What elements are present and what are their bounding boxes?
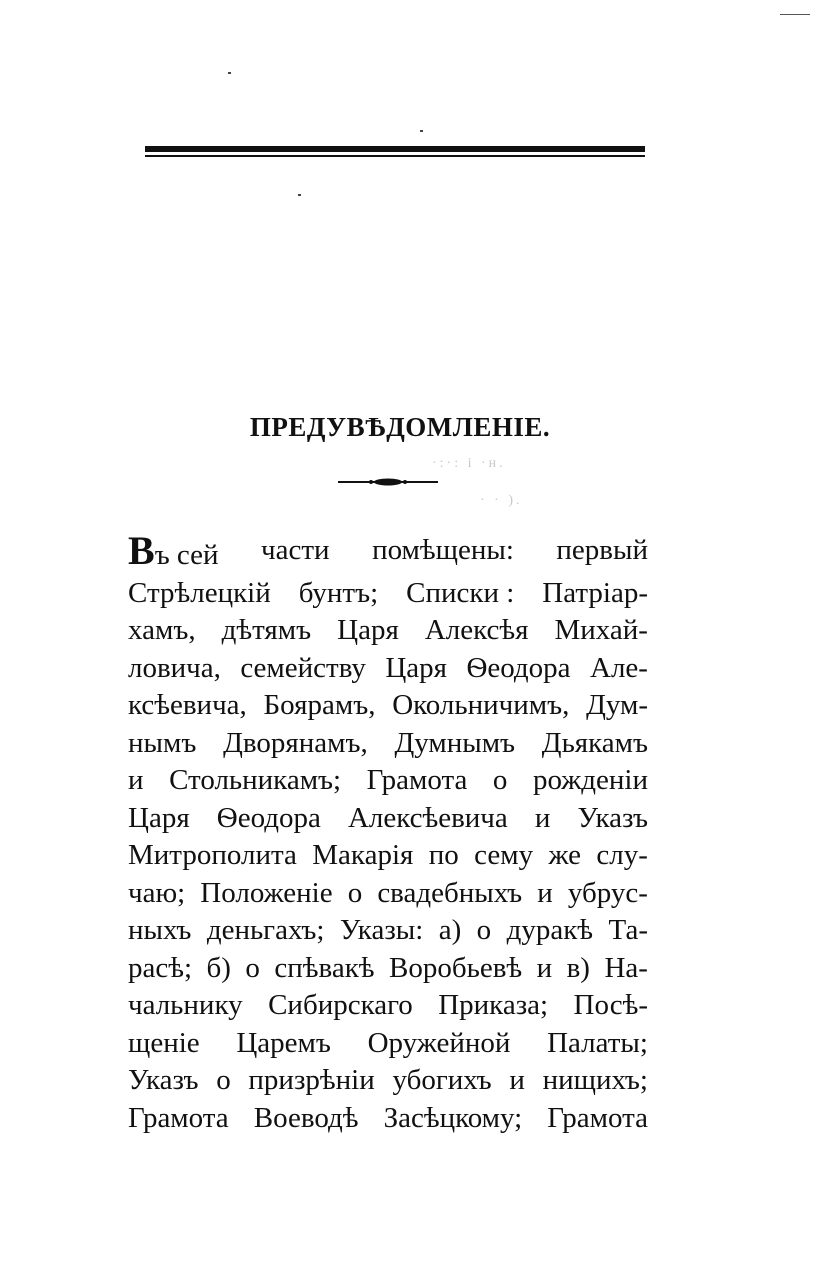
text-line [128,687,648,725]
word: о [476,914,492,946]
word: Царя [337,614,399,646]
word: дѣтямъ [221,614,312,646]
word: и [534,801,551,834]
header-rule-thin [145,155,645,157]
word: расѣ; [128,951,193,984]
text-line [128,725,648,763]
text-line [128,528,648,575]
preface-paragraph [128,528,648,1137]
speck [298,194,301,196]
text-line [128,650,648,688]
word: Оружейной [367,1026,511,1059]
text-line [128,912,648,950]
word: нымъ [128,726,197,759]
word: Списки : [406,576,515,609]
word: о [347,876,363,909]
word: Положеніе [200,876,333,909]
text-line [128,612,648,650]
word: Ѳеодора [466,651,571,684]
word: Боярамъ, [263,689,376,721]
word: Михай- [554,614,648,646]
word: б) [206,951,231,984]
word: бунтъ; [298,576,379,609]
word: Царя [385,651,448,684]
word: ксѣевича, [128,689,247,721]
word: Грамота [547,1101,648,1134]
word: о [216,1064,231,1096]
word: Митрополита [128,839,297,871]
text-line [128,575,648,613]
ornament-divider [338,478,438,486]
word: и [536,951,553,984]
word: слу- [596,839,648,871]
word: призрѣніи [248,1064,375,1096]
text-line [128,1062,648,1100]
word: Думнымъ [394,726,516,759]
text-line [128,1025,648,1063]
word: убогихъ [392,1064,492,1096]
corner-scan-mark [780,14,810,15]
word: Приказа; [438,989,549,1021]
word: Але- [590,651,648,684]
word: и [128,764,144,796]
speck [228,72,231,74]
word: Въ сей [128,528,219,573]
word: а) [438,914,462,946]
word: Указы: [339,914,424,946]
word: щеніе [128,1026,200,1059]
word: чаю; [128,876,186,909]
speck [420,130,423,132]
word: дуракѣ [506,914,594,946]
word: Указъ [577,801,648,834]
word: рожденіи [532,764,648,796]
word: нищихъ; [542,1064,648,1096]
word: Сибирскаго [268,989,413,1021]
word: семейству [240,651,366,684]
word: чальнику [128,989,243,1021]
word: по [428,839,459,871]
word: Указъ [128,1064,199,1096]
word: Посѣ- [573,989,648,1021]
word: Ѳеодора [216,801,321,834]
text-line [128,762,648,800]
word: Та- [608,914,648,946]
word: На- [604,951,648,984]
word: Грамота [366,764,468,796]
word: Дум- [586,689,648,721]
word: о [492,764,508,796]
word: помѣщены: [372,534,514,566]
drop-cap: В [128,528,155,573]
word: Дворянамъ, [223,726,368,759]
word: Стрѣлецкій [128,576,271,609]
word: Алексѣя [424,614,529,646]
word: Царя [128,801,190,834]
word: и [509,1064,525,1096]
text-line [128,987,648,1025]
word: Макарія [312,839,414,871]
word: же [548,839,582,871]
word: Царемъ [236,1026,331,1059]
word: свадебныхъ [377,876,523,909]
word: Стольникамъ; [169,764,342,796]
word: спѣвакѣ [274,951,375,984]
header-double-rule [145,146,645,158]
word: Палаты; [547,1026,648,1059]
word: хамъ, [128,614,196,646]
word: первый [556,534,648,566]
text-line [128,1100,648,1138]
word: Воеводѣ [253,1101,359,1134]
text-line [128,800,648,838]
text-line [128,837,648,875]
bleed-through-text: ·:·: і ·н. [432,456,506,471]
word: Грамота [128,1101,229,1134]
word: ныхъ [128,914,192,946]
word: Засѣцкому; [383,1101,523,1134]
word: Дьякамъ [541,726,648,759]
word: части [261,534,330,566]
bleed-through-text: · · ). [480,493,523,508]
word: и [537,876,553,909]
text-line [128,950,648,988]
word: о [245,951,260,984]
header-rule-thick [145,146,645,152]
word: ловича, [128,651,221,684]
word: убрус- [567,876,648,909]
word: сему [474,839,534,871]
page-heading: ПРЕДУВѢДОМЛЕНІЕ. [249,412,551,442]
word: Окольничимъ, [392,689,570,721]
word: Патріар- [542,576,648,609]
word: деньгахъ; [206,914,325,946]
word: в) [566,951,590,984]
word: Алексѣевича [347,801,508,834]
text-line [128,875,648,913]
word: Воробьевѣ [389,951,523,984]
